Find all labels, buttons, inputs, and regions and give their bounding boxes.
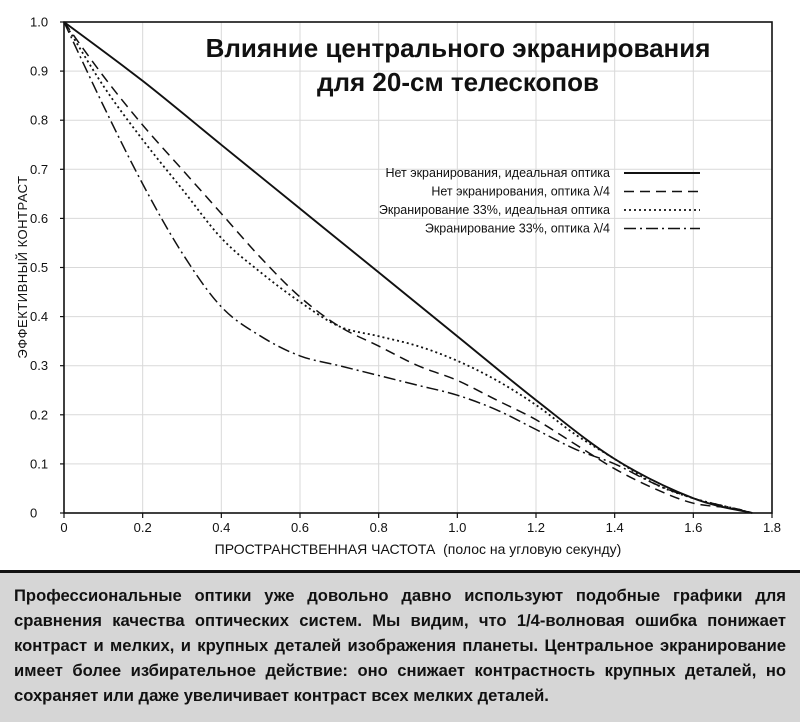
x-tick-label: 1.2 <box>526 520 546 535</box>
legend-label: Экранирование 33%, идеальная оптика <box>378 203 610 217</box>
legend-label: Нет экранирования, идеальная оптика <box>385 166 610 180</box>
y-tick-label: 0.6 <box>30 210 49 226</box>
y-tick-label: 0.1 <box>30 456 49 472</box>
x-axis-label: ПРОСТРАНСТВЕННАЯ ЧАСТОТА (полос на угловую секунду) <box>214 541 622 557</box>
x-tick-label: 1.4 <box>605 520 624 535</box>
y-tick-label: 0.8 <box>30 112 49 128</box>
chart-title-line-2: для 20-см телескопов <box>317 67 599 97</box>
x-tick-label: 1.8 <box>762 520 782 535</box>
y-tick-label: 1.0 <box>30 14 49 30</box>
y-tick-label: 0.5 <box>30 260 49 275</box>
x-tick-label: 0 <box>60 520 68 535</box>
legend-label: Нет экранирования, оптика λ/4 <box>431 184 610 199</box>
y-tick-label: 0.9 <box>30 63 49 79</box>
x-tick-label: 0.6 <box>290 520 310 535</box>
x-tick-label: 1.6 <box>684 520 703 535</box>
x-tick-label: 0.4 <box>212 520 231 535</box>
x-tick-label: 0.2 <box>133 520 152 535</box>
caption-text: Профессиональные оптики уже довольно давно используют подобные графики для сравнения качества оптических систем. Мы видим, что 1/4-волновая ошибка понижает контраст и мелких, и крупных деталей изображения планеты. Центральное экранирование имеет более избирательное действие: оно снижает контрастность крупных деталей, но сохраняет или даже увеличивает контраст всех мелких деталей. <box>14 586 786 705</box>
chart-title-line-1: Влияние центрального экранирования <box>205 33 711 63</box>
caption-box <box>0 573 800 722</box>
x-tick-label: 1.0 <box>448 520 467 535</box>
y-tick-label: 0.7 <box>30 161 49 177</box>
y-axis-label: ЭФФЕКТИВНЫЙ КОНТРАСТ <box>15 175 30 359</box>
y-tick-label: 0 <box>30 505 38 521</box>
legend-label: Экранирование 33%, оптика λ/4 <box>424 221 610 236</box>
y-tick-label: 0.2 <box>30 407 49 423</box>
x-tick-label: 0.8 <box>369 520 388 535</box>
y-tick-label: 0.4 <box>30 309 49 325</box>
y-tick-label: 0.3 <box>30 358 49 374</box>
